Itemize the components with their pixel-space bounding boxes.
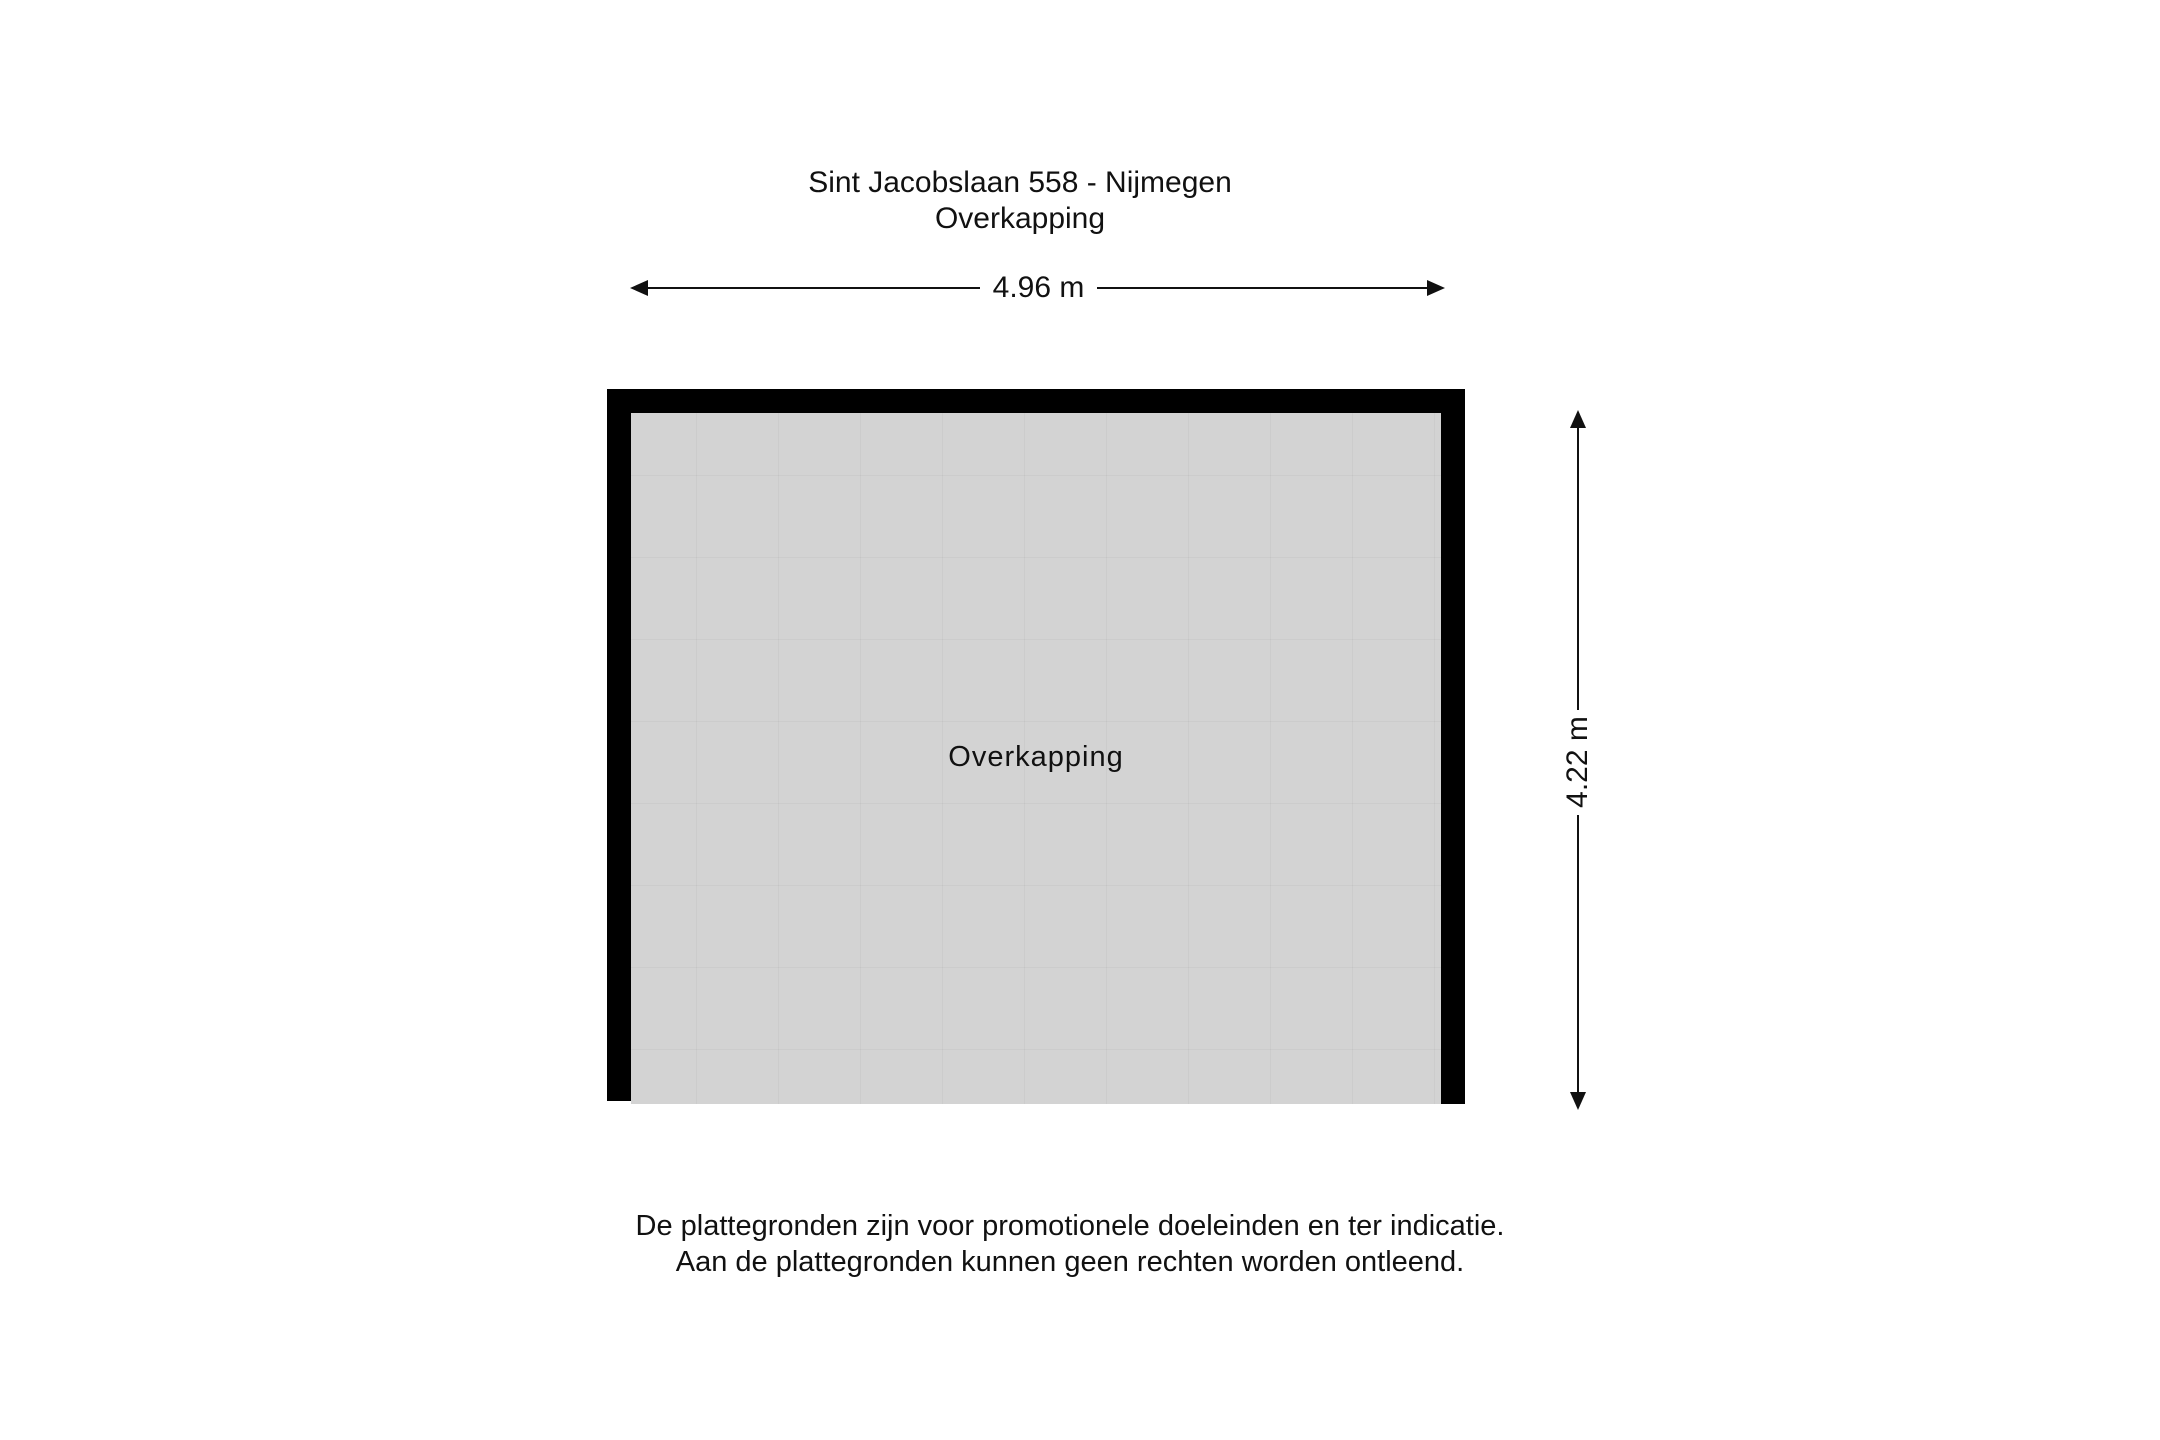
room-label: Overkapping bbox=[948, 741, 1124, 773]
width-dimension bbox=[630, 266, 1445, 310]
width-dimension-line-right bbox=[1097, 287, 1431, 289]
disclaimer bbox=[540, 1208, 1600, 1280]
plan-header bbox=[780, 165, 1260, 237]
disclaimer-line-2: Aan de plattegronden kunnen geen rechten worden ontleend. bbox=[675, 1246, 1465, 1278]
depth-dimension bbox=[1556, 410, 1600, 1110]
arrow-right-icon bbox=[1427, 280, 1445, 296]
depth-dimension-line-bottom bbox=[1577, 815, 1579, 1095]
floor-plan-room bbox=[607, 389, 1465, 1104]
floor-title: Overkapping bbox=[934, 202, 1106, 235]
width-dimension-label: 4.96 m bbox=[992, 271, 1085, 304]
disclaimer-line-1: De plattegronden zijn voor promotionele doeleinden en ter indicatie. bbox=[635, 1210, 1505, 1242]
wall-top bbox=[607, 389, 1465, 413]
width-dimension-line-left bbox=[644, 287, 980, 289]
depth-dimension-line-top bbox=[1577, 426, 1579, 710]
depth-dimension-label: 4.22 m bbox=[1561, 716, 1594, 808]
arrow-down-icon bbox=[1570, 1092, 1586, 1110]
address-title: Sint Jacobslaan 558 - Nijmegen bbox=[808, 166, 1232, 199]
